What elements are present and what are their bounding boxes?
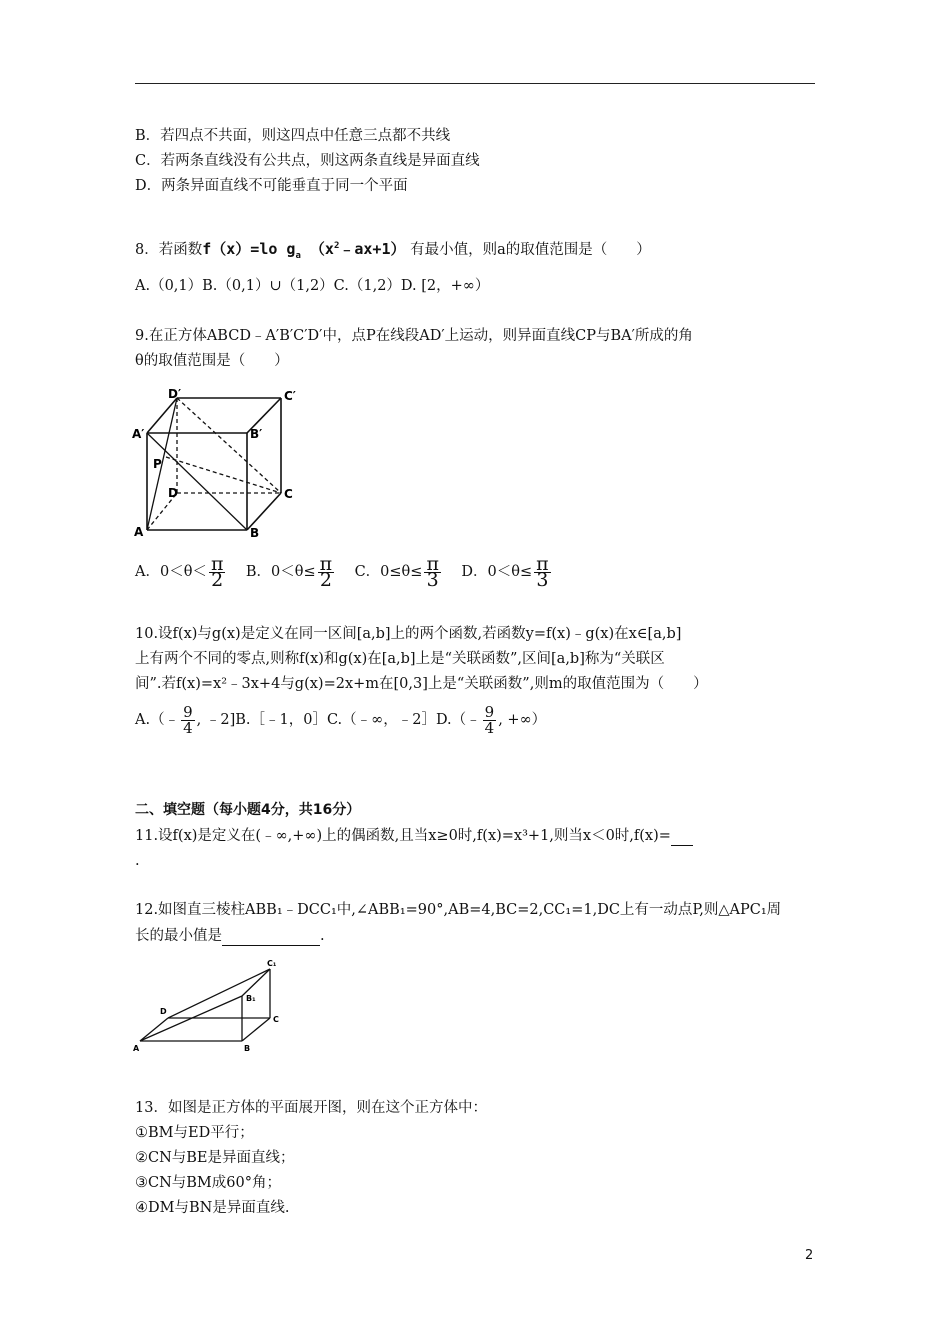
q9-option-a-num: π [210,552,224,575]
q12-period: . [320,928,325,944]
page-number: 2 [805,1248,814,1263]
q9-label-a: A [134,525,144,539]
q9-option-d-text: D．0＜θ≤ [461,564,533,580]
q12-stem-line2 [135,926,325,946]
q8-stem-pre: 8．若函数 [135,242,203,258]
q12-label-d: D [160,1007,167,1016]
q9-option-c-num: π [426,552,439,575]
q12-label-b: B [244,1044,251,1053]
q10-option-a-frac [181,702,195,737]
q8-exponent: 2 [333,241,340,251]
q8-stem-post: 有最小值，则a的取值范围是（ ） [410,242,651,258]
q9-label-cprime: C′ [284,389,296,403]
q12-prism-figure [130,955,290,1065]
q7-option-d: D．两条异面直线不可能垂直于同一个平面 [135,178,408,194]
q9-option-a-text: A．0＜θ＜ [135,564,207,580]
q9-option-c-frac [424,552,441,591]
q7-option-c: C．若两条直线没有公共点，则这两条直线是异面直线 [135,153,480,169]
q13-item-4: ④DM与BN是异面直线. [135,1200,290,1216]
q9-label-b: B [250,526,260,540]
q13-stem: 13．如图是正方体的平面展开图，则在这个正方体中： [135,1100,487,1116]
q9-label-aprime: A′ [132,427,145,441]
section-heading: 二、填空题（每小题4分，共16分） [135,802,361,818]
q8-log-base: a [295,251,301,261]
q10-option-d-den: 4 [484,718,495,737]
q9-options [135,552,553,592]
q9-option-c-text: C．0≤θ≤ [354,564,423,580]
q9-option-d-den: 3 [536,568,549,591]
q13-item-3: ③CN与BM成60°角； [135,1175,281,1191]
q10-options-middle: , ﹣2]B.［﹣1，0］C.（﹣∞，﹣2］D.（﹣ [196,712,481,728]
q8-paren-open: （x [309,240,334,258]
q10-option-d-post: , +∞） [498,712,547,728]
q13-item-2: ②CN与BE是异面直线； [135,1150,295,1166]
q12-stem-line1: 12.如图直三棱柱ABB₁﹣DCC₁中,∠ABB₁=90°,AB=4,BC=2,CC₁=1,DC上有一动点P,则△APC₁周 [135,902,782,918]
q9-label-d: D [168,486,178,500]
q8-function [202,240,406,261]
q10-stem-line1: 10.设f(x)与g(x)是定义在同一区间[a,b]上的两个函数,若函数y=f(x)﹣g(x)在x∈[a,b] [135,626,682,642]
q9-option-a-den: 2 [211,568,224,591]
q9-option-c [354,552,443,591]
q8-options: A.（0,1）B.（0,1）∪（1,2）C.（1,2）D. [2，+∞） [135,278,490,294]
q13-item-1: ①BM与ED平行； [135,1125,254,1141]
header-rule [135,83,815,84]
q10-stem-line3: 间”.若f(x)=x²﹣3x+4与g(x)=2x+m在[0,3]上是“关联函数”,则m的取值范围为（ ） [135,676,708,692]
q9-stem-line2: θ的取值范围是（ ） [135,353,289,369]
q8-arg-rest: ﹣ax+1） [339,240,406,258]
q10-option-d-num: 9 [484,702,495,721]
q12-label-a: A [133,1044,140,1053]
q12-label-c: C [273,1015,279,1024]
q11-answer-blank[interactable] [671,831,693,846]
q8-func: f（x）=lo g [202,240,296,258]
q10-option-d-frac [483,702,497,737]
q12-answer-blank[interactable] [222,931,320,946]
q10-options [135,700,546,740]
q12-label-c1: C₁ [267,959,277,968]
q9-option-a [135,552,227,591]
q9-option-d [461,552,552,591]
q9-option-d-frac [534,552,551,591]
q9-stem-line1: 9.在正方体ABCD﹣A′B′C′D′中，点P在线段AD′上运动，则异面直线CP与BA′所成的角 [135,328,693,344]
q9-label-bprime: B′ [250,427,263,441]
q9-label-p: P [153,457,162,471]
q9-label-dprime: D′ [168,387,182,401]
q11-stem-line2: . [135,853,140,869]
q9-cube-figure [130,382,310,542]
q9-option-d-num: π [536,552,549,575]
q9-option-c-den: 3 [426,568,439,591]
q9-option-b [245,552,336,591]
q10-option-a-pre: A.（﹣ [135,712,180,728]
q11-text: 11.设f(x)是定义在(﹣∞,+∞)上的偶函数,且当x≥0时,f(x)=x³+1,则当x＜0时,f(x)= [135,828,671,844]
q9-option-b-frac [318,552,335,591]
q11-stem-line1 [135,826,693,846]
q9-label-c: C [284,487,293,501]
q9-option-a-frac [209,552,226,591]
q8-stem [135,236,651,266]
q10-option-a-num: 9 [183,702,193,721]
q9-option-b-den: 2 [319,568,332,591]
q10-option-a-den: 4 [183,718,193,737]
q7-option-b: B．若四点不共面，则这四点中任意三点都不共线 [135,128,451,144]
q9-option-b-num: π [319,552,333,575]
q12-text: 长的最小值是 [135,928,222,944]
q10-stem-line2: 上有两个不同的零点,则称f(x)和g(x)在[a,b]上是“关联函数”,区间[a,b]称为“关联区 [135,651,665,667]
q12-label-b1: B₁ [246,994,256,1003]
q9-option-b-text: B．0＜θ≤ [245,564,316,580]
